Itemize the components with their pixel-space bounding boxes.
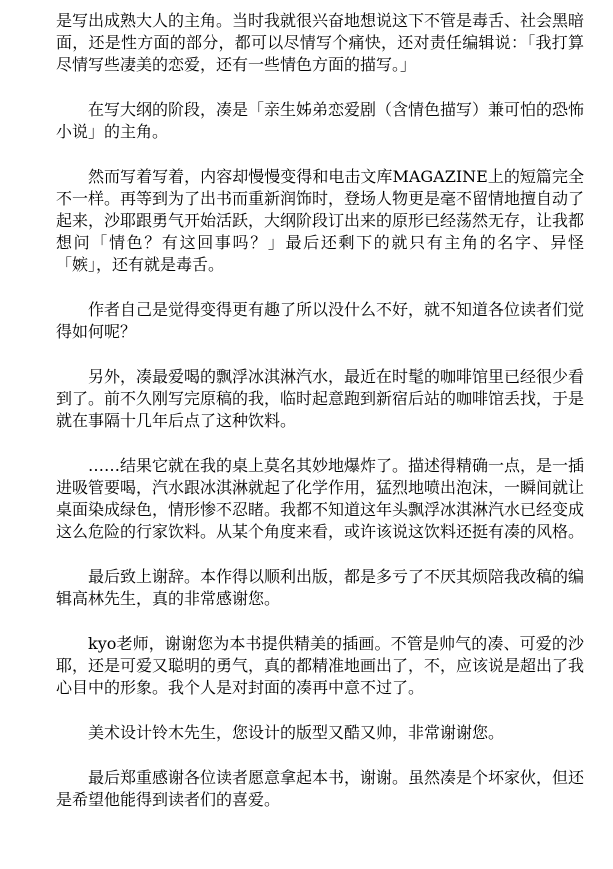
- paragraph-author-opinion: 作者自己是觉得变得更有趣了所以没什么不好，就不知道各位读者们觉得如何呢？: [56, 300, 585, 341]
- paragraph-thanks-editor: 最后致上谢辞。本作得以顺利出版，都是多亏了不厌其烦陪我改稿的编辑高林先生，真的非常感谢您。: [56, 567, 585, 608]
- paragraph-outline-stage: 在写大纲的阶段，凑是「亲生姊弟恋爱剧（含情色描写）兼可怕的恐怖小说」的主角。: [56, 100, 585, 141]
- paragraph-thanks-designer: 美术设计铃木先生，您设计的版型又酷又帅，非常谢谢您。: [88, 723, 505, 742]
- paragraph-thanks-readers: 最后郑重感谢各位读者愿意拿起本书，谢谢。虽然凑是个坏家伙，但还是希望他能得到读者们的喜爱。: [56, 768, 585, 809]
- document-page: [56, 10, 584, 834]
- paragraph-thanks-illustrator: kyo老师，谢谢您为本书提供精美的插画。不管是帅气的凑、可爱的沙耶，还是可爱又聪明的勇气，真的都精准地画出了，不，应该说是超出了我心目中的形象。我个人是对封面的凑再中意不过了。: [56, 634, 585, 697]
- paragraph-writing-changes: 然而写着写着，内容却慢慢变得和电击文库MAGAZINE上的短篇完全不一样。再等到为了出书而重新润饰时，登场人物更是毫不留情地擅自动了起来，沙耶跟勇气开始活跃，大纲阶段订出来的原形已经荡然无存，让我都想问「情色？有这回事吗？」最后还剩下的就只有主角的名字、异怪「嫉」，还有就是毒舌。: [56, 167, 585, 274]
- paragraph-continuation: 是写出成熟大人的主角。当时我就很兴奋地想说这下不管是毒舌、社会黑暗面，还是性方面的部分，都可以尽情写个痛快，还对责任编辑说：「我打算尽情写些凄美的恋爱，还有一些情色方面的描写。」: [56, 11, 585, 74]
- paragraph-soda-explosion: ……结果它就在我的桌上莫名其妙地爆炸了。描述得精确一点，是一插进吸管要喝，汽水跟冰淇淋就起了化学作用，猛烈地喷出泡沫，一瞬间就让桌面染成绿色，情形惨不忍睹。我都不知道这年头飘浮冰淇淋汽水已经变成这么危险的行家饮料。从某个角度来看，或许该说这饮料还挺有凑的风格。: [56, 456, 585, 541]
- paragraph-float-soda: 另外，凑最爱喝的飘浮冰淇淋汽水，最近在时髦的咖啡馆里已经很少看到了。前不久刚写完原稿的我，临时起意跑到新宿后站的咖啡馆丢找，于是就在事隔十几年后点了这种饮料。: [56, 367, 585, 430]
